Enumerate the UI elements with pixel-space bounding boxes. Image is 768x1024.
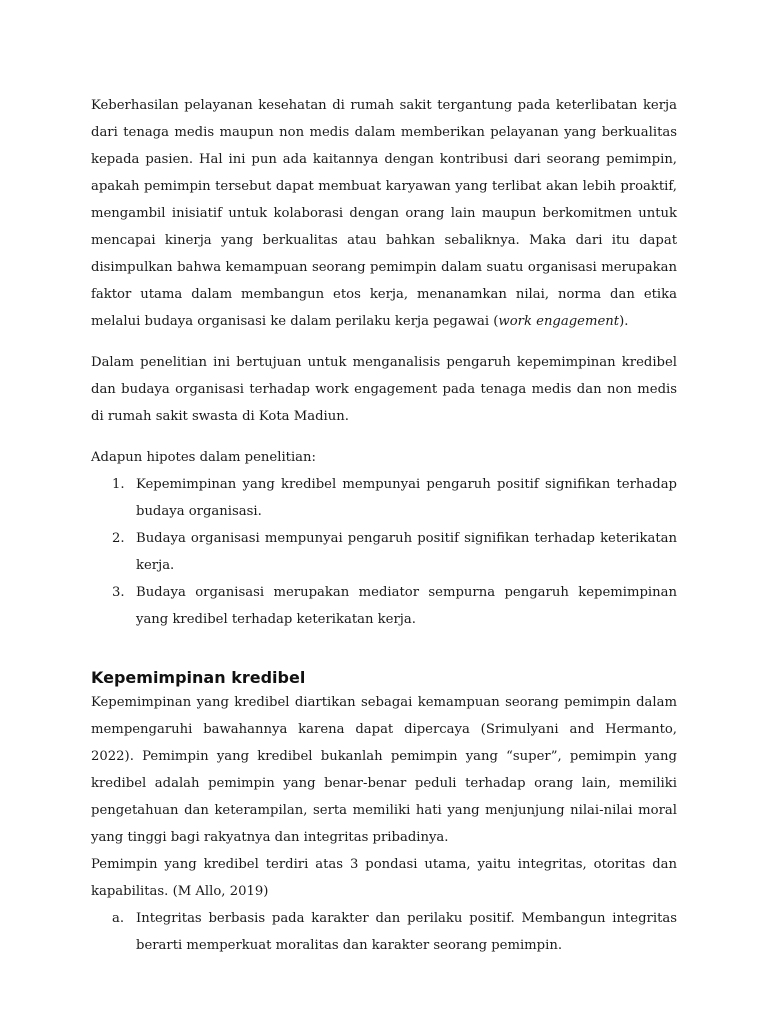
intro-paragraph <box>91 92 677 335</box>
list-item <box>91 525 677 579</box>
list-item-text: Budaya organisasi mempunyai pengaruh positif signifikan terhadap keterikatan kerja. <box>136 531 677 573</box>
list-marker: 2. <box>112 531 125 546</box>
definition-paragraph: Kepemimpinan yang kredibel diartikan sebagai kemampuan seorang pemimpin dalam mempengaruhi bawahannya karena dapat dipercaya (Srimulyani and Hermanto, 2022). Pemimpin yang kredibel bukanlah pemimpin yang “super”, pemimpin yang kredibel adalah pemimpin yang benar-benar peduli terhadap orang lain, memiliki pengetahuan dan keterampilan, serta memiliki hati yang menjunjung nilai-nilai moral yang tinggi bagi rakyatnya dan integritas pribadinya. <box>91 695 677 845</box>
foundations-paragraph: Pemimpin yang kredibel terdiri atas 3 pondasi utama, yaitu integritas, otoritas dan kapabilitas. (M Allo, 2019) <box>91 857 677 899</box>
list-marker: a. <box>112 911 125 926</box>
foundations-list <box>91 905 677 959</box>
list-item-text: Budaya organisasi merupakan mediator sempurna pengaruh kepemimpinan yang kredibel terhadap keterikatan kerja. <box>136 585 677 627</box>
list-item <box>91 905 677 959</box>
list-item <box>91 579 677 633</box>
intro-text: Keberhasilan pelayanan kesehatan di rumah sakit tergantung pada keterlibatan kerja dari tenaga medis maupun non medis dalam memberikan pelayanan yang berkualitas kepada pasien. Hal ini pun ada kaitannya dengan kontribusi dari seorang pemimpin, apakah pemimpin tersebut dapat membuat karyawan yang terlibat akan lebih proaktif, mengambil inisiatif untuk kolaborasi dengan orang lain maupun berkomitmen untuk mencapai kinerja yang berkualitas atau bahkan sebaliknya. Maka dari itu dapat disimpulkan bahwa kemampuan seorang pemimpin dalam suatu organisasi merupakan faktor utama dalam membangun etos kerja, menanamkan nilai, norma dan etika melalui budaya organisasi ke dalam perilaku kerja pegawai ( <box>91 98 677 329</box>
intro-italic-term: work engagement <box>498 314 620 329</box>
hypotheses-list <box>91 471 677 633</box>
aim-paragraph: Dalam penelitian ini bertujuan untuk menganalisis pengaruh kepemimpinan kredibel dan budaya organisasi terhadap work engagement pada tenaga medis dan non medis di rumah sakit swasta di Kota Madiun. <box>91 355 677 424</box>
section-heading: Kepemimpinan kredibel <box>91 668 306 687</box>
list-marker: 1. <box>112 477 125 492</box>
list-item-text: Kepemimpinan yang kredibel mempunyai pengaruh positif signifikan terhadap budaya organisasi. <box>136 477 677 519</box>
list-item-text: Integritas berbasis pada karakter dan perilaku positif. Membangun integritas berarti memperkuat moralitas dan karakter seorang pemimpin. <box>136 911 677 953</box>
hypotheses-intro: Adapun hipotes dalam penelitian: <box>91 450 316 465</box>
intro-text-end: ). <box>619 314 629 329</box>
list-item <box>91 471 677 525</box>
list-marker: 3. <box>112 585 125 600</box>
